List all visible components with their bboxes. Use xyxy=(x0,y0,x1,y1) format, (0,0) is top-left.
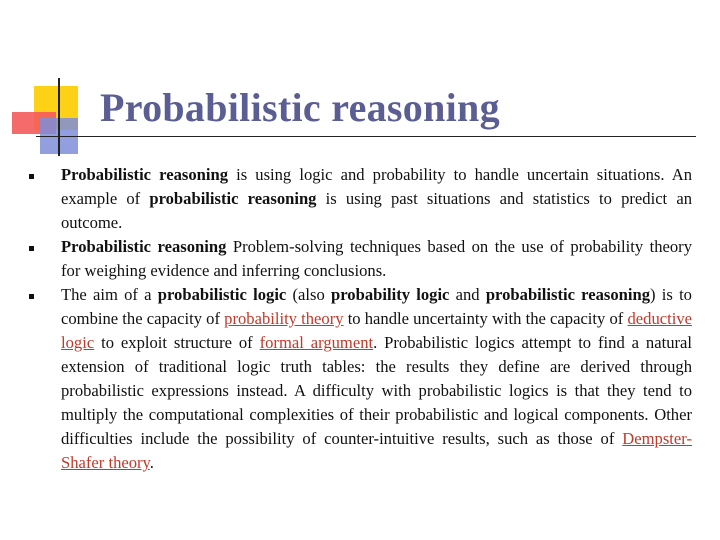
square-bullet-icon xyxy=(29,294,34,299)
bullet-item-3 xyxy=(0,283,692,475)
bullet-item-1 xyxy=(0,163,692,235)
bold-term: probabilistic reasoning xyxy=(149,189,317,208)
text-run: is using logic and probability to handle uncertain situations. An example of xyxy=(61,165,692,208)
bold-term: probabilistic logic xyxy=(157,285,287,304)
text-run: (also xyxy=(286,285,332,304)
link-formal-argument[interactable]: formal argument xyxy=(259,333,374,352)
square-bullet-icon xyxy=(29,246,34,251)
bullet-list xyxy=(0,163,720,475)
link-dempster-shafer-theory[interactable]: Dempster-Shafer theory xyxy=(61,429,692,472)
bullet-text-3 xyxy=(61,283,692,475)
text-run: Problem-solving techniques based on the use of probability theory for weighing evidence and inferring conclusions. xyxy=(61,237,693,280)
decor-vertical-line xyxy=(58,78,60,156)
text-run: . Probabilistic logics attempt to find a natural extension of traditional logic truth tables: the results they define are derived through probabilistic expressions instead. A difficulty with probabilistic logics is that they tend to multiply the computational complexities of their probabilistic and logical components. Other difficulties include the possibility of counter-intuitive results, such as those of xyxy=(61,333,692,448)
bold-term: probability logic xyxy=(331,285,450,304)
link-deductive-logic[interactable]: deductive logic xyxy=(61,309,692,352)
decor-horizontal-line xyxy=(36,136,696,137)
text-run: . xyxy=(149,453,154,472)
bullet-text-1 xyxy=(61,163,692,235)
text-run: The aim of a xyxy=(61,285,158,304)
bold-term: Probabilistic reasoning xyxy=(61,237,227,256)
link-probability-theory[interactable]: probability theory xyxy=(224,309,344,328)
slide-title: Probabilistic reasoning xyxy=(100,85,500,130)
bold-term: Probabilistic reasoning xyxy=(61,165,228,184)
text-run: to handle uncertainty with the capacity of xyxy=(343,309,628,328)
bullet-text-2 xyxy=(61,235,692,283)
text-run: to exploit structure of xyxy=(94,333,260,352)
text-run: and xyxy=(449,285,486,304)
bold-term: probabilistic reasoning xyxy=(485,285,651,304)
square-bullet-icon xyxy=(29,174,34,179)
bullet-item-2 xyxy=(0,235,692,283)
text-run: is using past situations and statistics to predict an outcome. xyxy=(61,189,692,232)
text-run: ) is to combine the capacity of xyxy=(61,285,692,328)
